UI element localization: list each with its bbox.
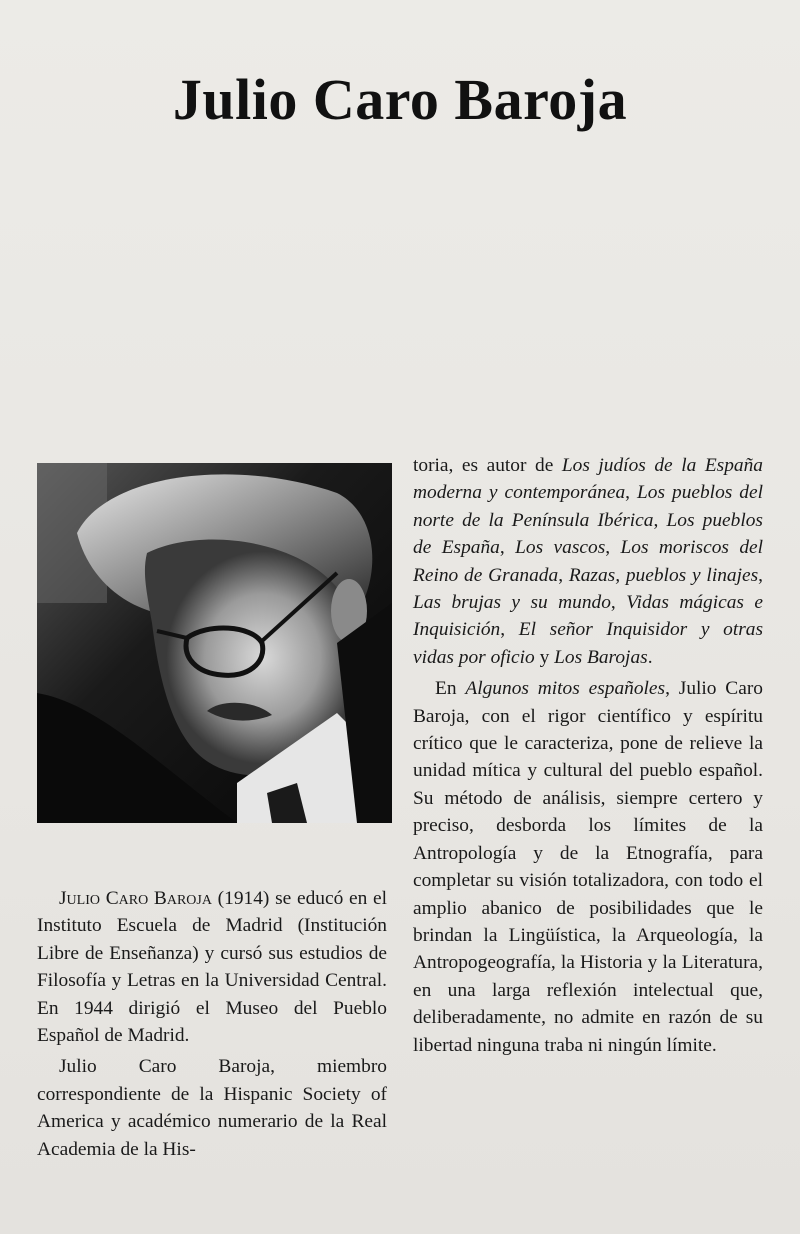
author-photo bbox=[37, 463, 392, 823]
work-title: Los pueblos del norte de la Península Ibérica bbox=[413, 482, 763, 531]
work-title: Los vascos bbox=[515, 537, 606, 559]
works-lead: toria, es autor de bbox=[413, 455, 562, 476]
author-name-smallcaps: Julio Caro Baroja bbox=[59, 888, 212, 909]
biography-column-right bbox=[413, 452, 763, 1059]
author-portrait-image bbox=[37, 463, 392, 823]
description-text: , Julio Caro Baroja, con el rigor científico y espíritu crítico que le caracteriza, pone de relieve la unidad mítica y cultural del pueblo español. Su método de análisis, siempre certero y preciso, desborda los límites de la Antropología y de la Etnografía, para completar su visión totalizadora, con todo el amplio abanico de posibilidades que le brindan la Lingüística, la Arqueología, la Antropogeografía, la Historia y la Literatura, en una larga reflexión intelectual que, deliberadamente, no admite en razón de su libertad ninguna traba ni ningún límite. bbox=[413, 678, 764, 1056]
membership-paragraph bbox=[37, 1053, 387, 1163]
work-title: Razas, pueblos y linajes bbox=[568, 564, 759, 586]
biography-paragraph bbox=[37, 885, 387, 1049]
book-title: Algunos mitos españoles bbox=[465, 678, 666, 700]
membership-text: Julio Caro Baroja, miembro correspondiente de la Hispanic Society of America y académico numerario de la Real Academia de la His- bbox=[37, 1056, 387, 1160]
work-title: El señor Inquisidor y otras vidas por oficio bbox=[413, 619, 763, 668]
work-title: Los pueblos de España bbox=[413, 509, 763, 559]
work-title: Los judíos de la España moderna y contemporánea bbox=[413, 455, 763, 504]
author-title: Julio Caro Baroja bbox=[172, 67, 628, 132]
description-lead: En bbox=[435, 678, 466, 700]
work-title: Vidas mágicas e Inquisición bbox=[413, 592, 763, 641]
work-title: Los Barojas bbox=[554, 646, 648, 668]
biography-column-left bbox=[37, 885, 387, 1163]
works-paragraph: toria, es autor de Los judíos de la España moderna y contemporánea, Los pueblos del norte de la Península Ibérica, Los pueblos de España, Los vascos, Los moriscos del Reino de Granada, Razas, pueblos y linajes, Las brujas y su mundo, Vidas mágicas e Inquisición, El señor Inquisidor y otras vidas por oficio y Los Barojas. bbox=[413, 455, 764, 668]
book-description-paragraph bbox=[413, 675, 763, 1059]
work-title: Las brujas y su mundo bbox=[413, 592, 611, 614]
biography-text: (1914) se educó en el Instituto Escuela de Madrid (Institución Libre de Enseñanza) y cursó sus estudios de Filosofía y Letras en la Universidad Central. En 1944 dirigió el Museo del Pueblo Español de Madrid. bbox=[37, 888, 388, 1047]
work-title: Los moriscos del Reino de Granada bbox=[413, 537, 764, 586]
